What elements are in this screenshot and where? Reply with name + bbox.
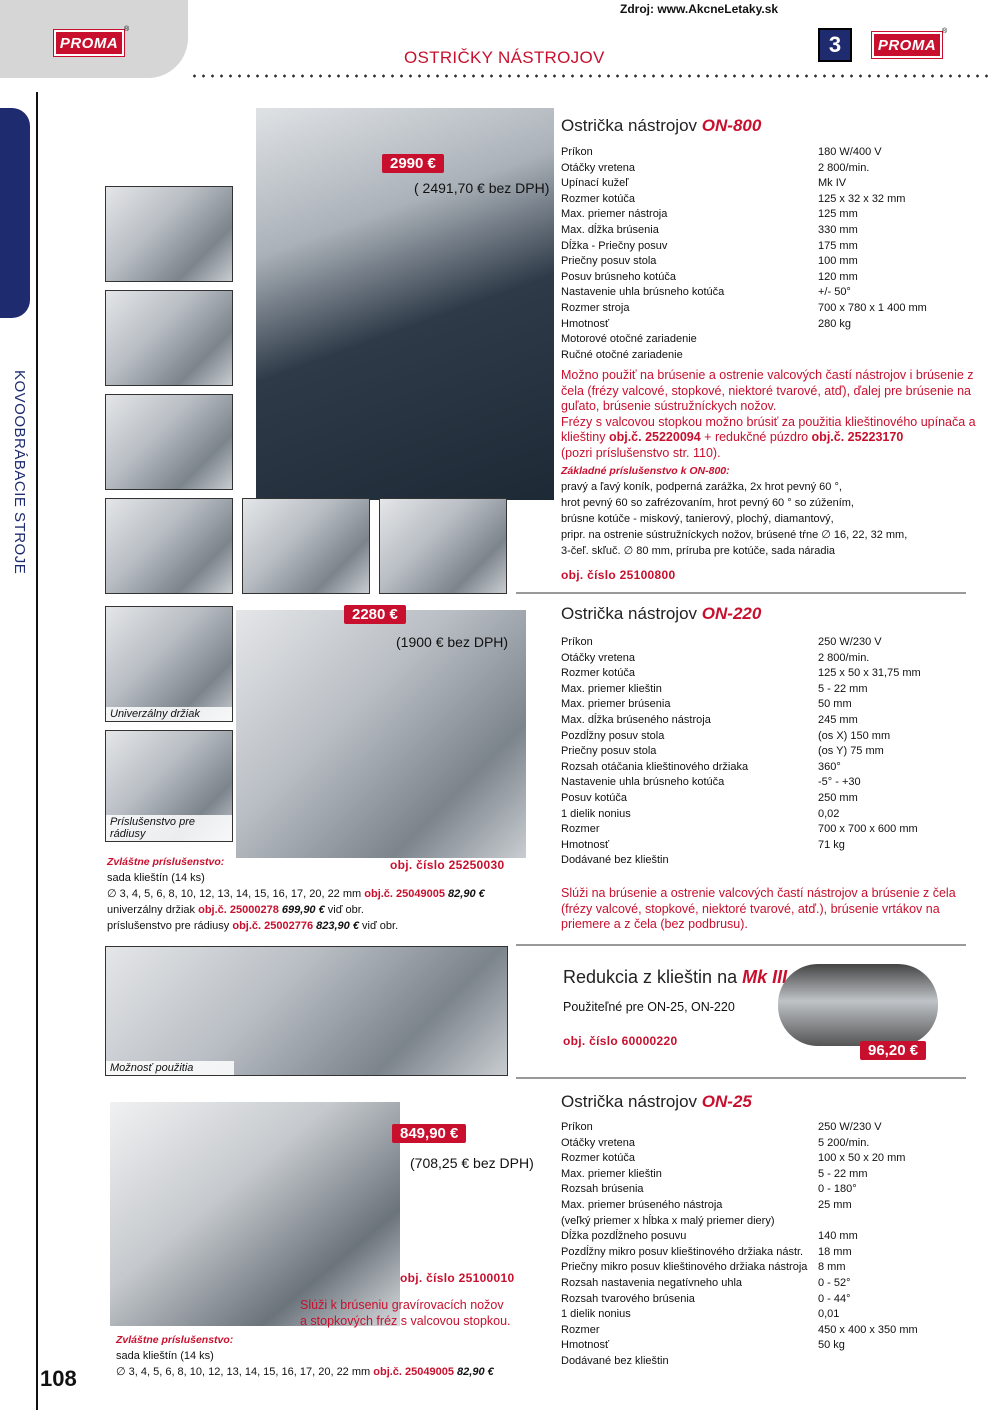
spec-value: 175 mm (818, 239, 858, 252)
on800-spec-row (561, 301, 981, 317)
spec-label: Posuv kotúča (561, 791, 628, 804)
spec-label: Nastavenie uhla brúsneho kotúča (561, 286, 725, 299)
on220-holder-image (105, 606, 233, 722)
spec-value: (os Y) 75 mm (818, 745, 884, 758)
spec-value: Mk IV (818, 177, 847, 190)
reduction-title: Redukcia z klieštin na Mk III (563, 967, 788, 987)
registered-mark-right: ® (942, 28, 948, 35)
on220-price-badge: 2280 € (344, 605, 406, 624)
on25-special-line-2: ∅ 3, 4, 5, 6, 8, 10, 12, 13, 14, 15, 16, 17, 20, 22 mm obj.č. 25049005 82,90 € (116, 1366, 494, 1378)
spec-label: Nastavenie uhla brúsneho kotúča (561, 776, 725, 789)
spec-label: Posuv brúsneho kotúča (561, 270, 676, 283)
on800-title: Ostrička nástrojov ON-800 (561, 116, 762, 135)
on800-detail-image-5 (242, 498, 370, 594)
on800-detail-image-1 (105, 186, 233, 282)
on800-accessory-line: hrot pevný 60 so zafrézovaním, hrot pevný 60 ° so zúžením, (561, 497, 854, 509)
on25-price-badge: 849,90 € (392, 1124, 466, 1143)
spec-value: 25 mm (818, 1198, 852, 1211)
on220-spec-table (561, 635, 981, 869)
on220-spec-row (561, 635, 981, 651)
spec-value: 0,02 (818, 807, 840, 820)
spec-label: Dodávané bez klieštin (561, 1354, 669, 1367)
spec-value: 180 W/400 V (818, 146, 882, 158)
spec-label: Pozdĺžny mikro posuv klieštinového držiaka nástr. (561, 1245, 804, 1258)
spec-label: Hmotnosť (561, 317, 610, 330)
spec-label: Motorové otočné zariadenie (561, 333, 697, 346)
spec-label: Rozmer kotúča (561, 192, 635, 205)
category-label: KOVOOBRÁBACIE STROJE (11, 370, 28, 575)
on25-spec-row (561, 1198, 981, 1214)
spec-label: Rozmer kotúča (561, 1152, 635, 1165)
on220-spec-row (561, 666, 981, 682)
spec-value: 5 - 22 mm (818, 1167, 868, 1180)
on220-special-title: Zvláštne príslušenstvo: (107, 856, 225, 868)
spec-value: 140 mm (818, 1230, 858, 1243)
spec-value: 125 mm (818, 208, 858, 221)
on220-radius-caption: Príslušenstvo pre rádiusy (106, 815, 232, 841)
on800-spec-row (561, 207, 981, 223)
on25-order-number: obj. číslo 25100010 (400, 1271, 515, 1285)
on800-accessories-list (561, 479, 981, 559)
on220-special-line-1: sada klieštín (14 ks) (107, 872, 205, 884)
on800-spec-row (561, 285, 981, 301)
on800-description: Možno použiť na brúsenie a ostrenie valcových častí nástrojov i brúsenie z čela (frézy valcové, stopkové, niektoré tvarové, atď), ďalej pre brúsenie na guľato, brúsenie sústružníckych nožov. Frézy s valcovou stopkou možno brúsiť za použitia klieštinového upínača a klieštiny obj.č. 25220094 + redukčné púzdro obj.č. 25223170 (pozri príslušenstvo str. 110). (561, 368, 976, 460)
spec-label: Pozdĺžny posuv stola (561, 729, 665, 742)
spec-label: Hmotnosť (561, 1339, 610, 1352)
spec-label: Max. dĺžka brúsenia (561, 223, 659, 236)
usage-caption: Možnosť použitia (106, 1061, 234, 1075)
reduction-usage: Použiteľné pre ON-25, ON-220 (563, 1000, 735, 1014)
spec-value: 0,01 (818, 1308, 840, 1321)
spec-label: Dĺžka - Priečny posuv (561, 239, 668, 252)
on220-spec-row (561, 822, 981, 838)
spec-value: (os X) 150 mm (818, 729, 891, 742)
on220-special-line-3: univerzálny držiak obj.č. 25000278 699,90 € viď obr. (107, 904, 364, 916)
spec-label: Max. priemer nástroja (561, 208, 668, 221)
on800-accessory-line: 3-čeľ. skľuč. ∅ 80 mm, príruba pre kotúče, sada náradia (561, 545, 836, 557)
on800-order-number: obj. číslo 25100800 (561, 568, 676, 582)
on25-spec-row (561, 1182, 981, 1198)
on800-detail-image-3 (105, 394, 233, 490)
spec-label: Priečny posuv stola (561, 745, 657, 758)
on25-spec-row (561, 1276, 981, 1292)
spec-value: 50 kg (818, 1339, 845, 1352)
on800-price-ex-vat: ( 2491,70 € bez DPH) (414, 180, 550, 196)
spec-value: 100 x 50 x 20 mm (818, 1152, 906, 1165)
on220-spec-row (561, 682, 981, 698)
spec-value: 5 200/min. (818, 1136, 870, 1149)
on25-special-accessories (116, 1332, 516, 1380)
on220-spec-row (561, 729, 981, 745)
spec-label: Rozmer stroja (561, 301, 630, 314)
on220-price-ex-vat: (1900 € bez DPH) (396, 634, 509, 650)
on25-desc-line-1: Slúži k brúseniu gravírovacích nožov (300, 1298, 504, 1312)
on25-spec-row (561, 1136, 981, 1152)
spec-value: 18 mm (818, 1245, 852, 1258)
on25-main-image (110, 1102, 400, 1326)
on220-spec-row (561, 697, 981, 713)
spec-label: Príkon (561, 146, 593, 158)
on220-title: Ostrička nástrojov ON-220 (561, 604, 762, 623)
on25-spec-row (561, 1151, 981, 1167)
registered-mark: ® (124, 26, 130, 33)
on800-spec-table (561, 145, 981, 363)
on25-title: Ostrička nástrojov ON-25 (561, 1092, 752, 1111)
on25-spec-row (561, 1323, 981, 1339)
3d-cube-icon: 3 (818, 28, 852, 62)
spec-value: 280 kg (818, 317, 852, 330)
on800-spec-row (561, 145, 981, 161)
on25-spec-row (561, 1214, 981, 1230)
on220-spec-row (561, 744, 981, 760)
sidebar-line (36, 92, 38, 1410)
on800-spec-row (561, 239, 981, 255)
on220-order-number: obj. číslo 25250030 (390, 858, 505, 872)
on800-spec-row (561, 161, 981, 177)
spec-label: Rozsah tvarového brúsenia (561, 1292, 695, 1305)
spec-value: 700 x 780 x 1 400 mm (818, 301, 927, 314)
spec-value: 120 mm (818, 270, 858, 283)
spec-label: (veľký priemer x hĺbka x malý priemer diery) (561, 1214, 775, 1227)
on800-detail-image-6 (379, 498, 507, 594)
on220-spec-row (561, 838, 981, 854)
on800-spec-row (561, 192, 981, 208)
spec-value: 125 x 50 x 31,75 mm (818, 667, 921, 680)
page-number: 108 (40, 1366, 77, 1391)
spec-value: 330 mm (818, 223, 858, 236)
on800-spec-row (561, 254, 981, 270)
spec-value: 2 800/min. (818, 161, 870, 174)
spec-value: 5 - 22 mm (818, 682, 868, 695)
on25-desc-line-2: a stopkových fréz s valcovou stopkou. (300, 1313, 511, 1328)
separator-2 (516, 944, 966, 946)
spec-label: Rozsah brúsenia (561, 1183, 644, 1196)
on800-spec-row (561, 332, 981, 348)
spec-label: Rozmer (561, 1323, 600, 1336)
spec-label: Upínací kužeľ (561, 177, 629, 190)
spec-label: Rozsah nastavenia negatívneho uhla (561, 1276, 743, 1289)
spec-label: Max. priemer klieštin (561, 682, 662, 695)
spec-value: 0 - 52° (818, 1276, 851, 1289)
sidebar-tab (0, 108, 30, 318)
spec-label: 1 dielik nonius (561, 807, 631, 820)
on800-detail-image-2 (105, 290, 233, 386)
spec-label: Rozmer kotúča (561, 667, 635, 680)
on25-price-ex-vat: (708,25 € bez DPH) (410, 1155, 534, 1171)
spec-value: 100 mm (818, 255, 858, 268)
spec-label: Max. priemer brúsenia (561, 698, 671, 711)
spec-label: Rozsah otáčania klieštinového držiaka (561, 760, 749, 773)
on220-spec-row (561, 760, 981, 776)
spec-label: 1 dielik nonius (561, 1308, 631, 1321)
on800-spec-row (561, 270, 981, 286)
spec-label: Hmotnosť (561, 838, 610, 851)
on220-radius-image (105, 730, 233, 842)
spec-label: Dodávané bez klieštin (561, 854, 669, 867)
on25-spec-row (561, 1292, 981, 1308)
on25-spec-row (561, 1167, 981, 1183)
spec-value: +/- 50° (818, 286, 851, 299)
on25-spec-row (561, 1354, 981, 1370)
spec-value: 0 - 44° (818, 1292, 851, 1305)
spec-value: 0 - 180° (818, 1183, 857, 1196)
on220-holder-caption: Univerzálny držiak (106, 707, 232, 721)
spec-value: 250 mm (818, 791, 858, 804)
on25-description (300, 1298, 530, 1329)
on220-spec-row (561, 651, 981, 667)
on220-special-line-4: príslušenstvo pre rádiusy obj.č. 25002776 823,90 € viď obr. (107, 920, 399, 932)
spec-label: Max. priemer klieštin (561, 1167, 662, 1180)
reduction-order-number: obj. číslo 60000220 (563, 1034, 678, 1048)
on800-accessories-title: Základné príslušenstvo k ON-800: (561, 465, 730, 477)
dotted-divider (190, 74, 990, 78)
on220-spec-row (561, 775, 981, 791)
spec-label: Rozmer (561, 823, 600, 836)
on800-detail-image-4 (105, 498, 233, 594)
reduction-price-badge: 96,20 € (860, 1041, 926, 1060)
usage-strip-image (105, 946, 508, 1076)
on25-spec-table (561, 1120, 981, 1370)
on220-special-line-2: ∅ 3, 4, 5, 6, 8, 10, 12, 13, 14, 15, 16, 17, 20, 22 mm obj.č. 25049005 82,90 € (107, 888, 485, 900)
spec-value: 245 mm (818, 713, 858, 726)
on25-spec-row (561, 1120, 981, 1136)
on220-spec-row (561, 853, 981, 869)
spec-value: -5° - +30 (818, 776, 861, 789)
on220-spec-row (561, 807, 981, 823)
spec-label: Priečny mikro posuv klieštinového držiaka nástroja (561, 1261, 808, 1274)
on800-accessory-line: brúsne kotúče - miskový, tanierový, plochý, diamantový, (561, 513, 834, 525)
reduction-sleeve-image (778, 964, 938, 1046)
spec-label: Ručné otočné zariadenie (561, 348, 683, 361)
spec-label: Príkon (561, 636, 593, 648)
on25-spec-row (561, 1307, 981, 1323)
on25-spec-row (561, 1245, 981, 1261)
on25-special-title: Zvláštne príslušenstvo: (116, 1334, 234, 1346)
spec-label: Dĺžka pozdĺžneho posuvu (561, 1230, 687, 1243)
spec-label: Príkon (561, 1121, 593, 1133)
on220-special-accessories (107, 854, 507, 934)
on220-spec-row (561, 791, 981, 807)
spec-value: 250 W/230 V (818, 1121, 882, 1133)
on800-price-badge: 2990 € (382, 154, 444, 173)
proma-logo-right: PROMA (872, 32, 942, 58)
spec-value: 450 x 400 x 350 mm (818, 1323, 918, 1336)
spec-value: 125 x 32 x 32 mm (818, 192, 906, 205)
spec-label: Max. dĺžka brúseného nástroja (561, 713, 711, 726)
on220-description: Slúži na brúsenie a ostrenie valcových častí nástrojov a brúsenie z čela (frézy valcové, stopkové, niektoré tvarové, atď.), brúsenie vrtákov na priemere a z čela (bez podbrusu). (561, 886, 956, 931)
spec-value: 700 x 700 x 600 mm (818, 823, 918, 836)
section-title: OSTRIČKY NÁSTROJOV (404, 48, 605, 67)
on25-special-line-1: sada klieštín (14 ks) (116, 1350, 214, 1362)
separator-1 (516, 592, 966, 594)
spec-label: Otáčky vretena (561, 651, 635, 664)
spec-value: 50 mm (818, 698, 852, 711)
on800-accessory-line: pripr. na ostrenie sústružníckych nožov, brúsené tŕne ∅ 16, 22, 32 mm, (561, 529, 908, 541)
on800-spec-row (561, 223, 981, 239)
spec-label: Priečny posuv stola (561, 255, 657, 268)
on220-spec-row (561, 713, 981, 729)
on800-accessory-line: pravý a ľavý koník, podperná zarážka, 2x hrot pevný 60 °, (561, 481, 842, 493)
on25-spec-row (561, 1229, 981, 1245)
spec-value: 250 W/230 V (818, 636, 882, 648)
spec-value: 2 800/min. (818, 651, 870, 664)
on800-spec-row (561, 176, 981, 192)
spec-value: 71 kg (818, 838, 845, 851)
spec-value: 360° (818, 760, 841, 773)
spec-label: Otáčky vretena (561, 161, 635, 174)
on25-spec-row (561, 1338, 981, 1354)
separator-3 (516, 1077, 966, 1079)
spec-label: Max. priemer brúseného nástroja (561, 1198, 723, 1211)
proma-logo-left: PROMA (54, 30, 124, 56)
on800-spec-row (561, 317, 981, 333)
spec-value: 8 mm (818, 1261, 846, 1274)
source-label: Zdroj: www.AkcneLetaky.sk (620, 2, 779, 16)
on25-spec-row (561, 1260, 981, 1276)
spec-label: Otáčky vretena (561, 1136, 635, 1149)
on800-spec-row (561, 348, 981, 364)
